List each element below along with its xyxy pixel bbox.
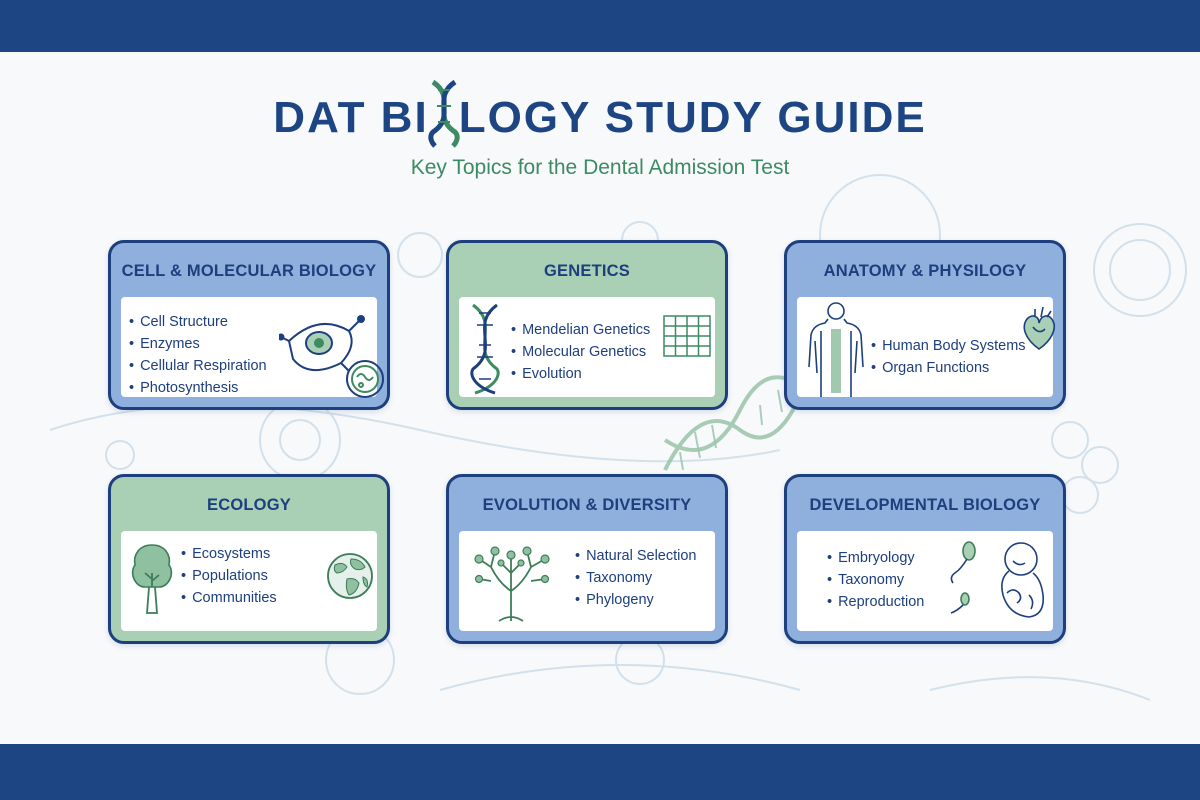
list-item: • Phylogeny	[575, 589, 697, 611]
tree-icon	[129, 543, 175, 615]
list-item: • Molecular Genetics	[511, 341, 650, 363]
list-item: • Populations	[181, 565, 277, 587]
list-item: • Cellular Respiration	[129, 355, 267, 377]
list-item: • Natural Selection	[575, 545, 697, 567]
human-body-icon	[803, 301, 869, 397]
heart-icon	[1019, 305, 1059, 353]
topic-card-ecology	[108, 474, 390, 644]
list-item: • Taxonomy	[575, 567, 697, 589]
list-item: • Mendelian Genetics	[511, 319, 650, 341]
card-body	[121, 531, 377, 631]
card-title: ANATOMY & PHYSILOGY	[823, 262, 1027, 280]
card-title: CELL & MOLECULAR BIOLOGY	[121, 262, 377, 280]
topic-list	[827, 547, 924, 613]
list-item: • Organ Functions	[871, 357, 1026, 379]
topic-list	[181, 543, 277, 609]
topic-list	[871, 335, 1026, 379]
list-item: • Embryology	[827, 547, 924, 569]
punnett-square-icon	[663, 315, 711, 357]
globe-icon	[325, 551, 375, 601]
list-item: • Communities	[181, 587, 277, 609]
card-body	[121, 297, 377, 397]
list-item: • Ecosystems	[181, 543, 277, 565]
list-item: • Enzymes	[129, 333, 267, 355]
dna-icon	[429, 92, 459, 136]
topic-card-evolution-diversity	[446, 474, 728, 644]
embryo-icon	[947, 537, 1051, 623]
bottom-banner	[0, 744, 1200, 800]
card-body	[459, 297, 715, 397]
list-item: • Taxonomy	[827, 569, 924, 591]
topic-card-cell-molecular-biology	[108, 240, 390, 410]
phylogenetic-tree-icon	[469, 543, 559, 623]
list-item: • Cell Structure	[129, 311, 267, 333]
card-title: GENETICS	[544, 262, 630, 280]
card-title: DEVELOPMENTAL BIOLOGY	[809, 496, 1041, 514]
topic-card-developmental-biology	[784, 474, 1066, 644]
card-body	[797, 531, 1053, 631]
list-item: • Evolution	[511, 363, 650, 385]
list-item: • Human Body Systems	[871, 335, 1026, 357]
page-title: DAT BI LOGY STUDY GUIDE	[0, 92, 1200, 143]
page-subtitle: Key Topics for the Dental Admission Test	[410, 156, 790, 179]
topic-list	[129, 311, 267, 399]
topic-card-anatomy-physiology	[784, 240, 1066, 410]
topic-list	[575, 545, 697, 611]
card-title: EVOLUTION & DIVERSITY	[482, 496, 692, 514]
dna-icon	[465, 301, 505, 397]
topic-card-genetics	[446, 240, 728, 410]
card-title: ECOLOGY	[207, 496, 291, 514]
cell-icon	[279, 301, 389, 401]
card-body	[459, 531, 715, 631]
card-body	[797, 297, 1053, 397]
topic-list	[511, 319, 650, 385]
list-item: • Reproduction	[827, 591, 924, 613]
top-banner	[0, 0, 1200, 52]
list-item: • Photosynthesis	[129, 377, 267, 399]
